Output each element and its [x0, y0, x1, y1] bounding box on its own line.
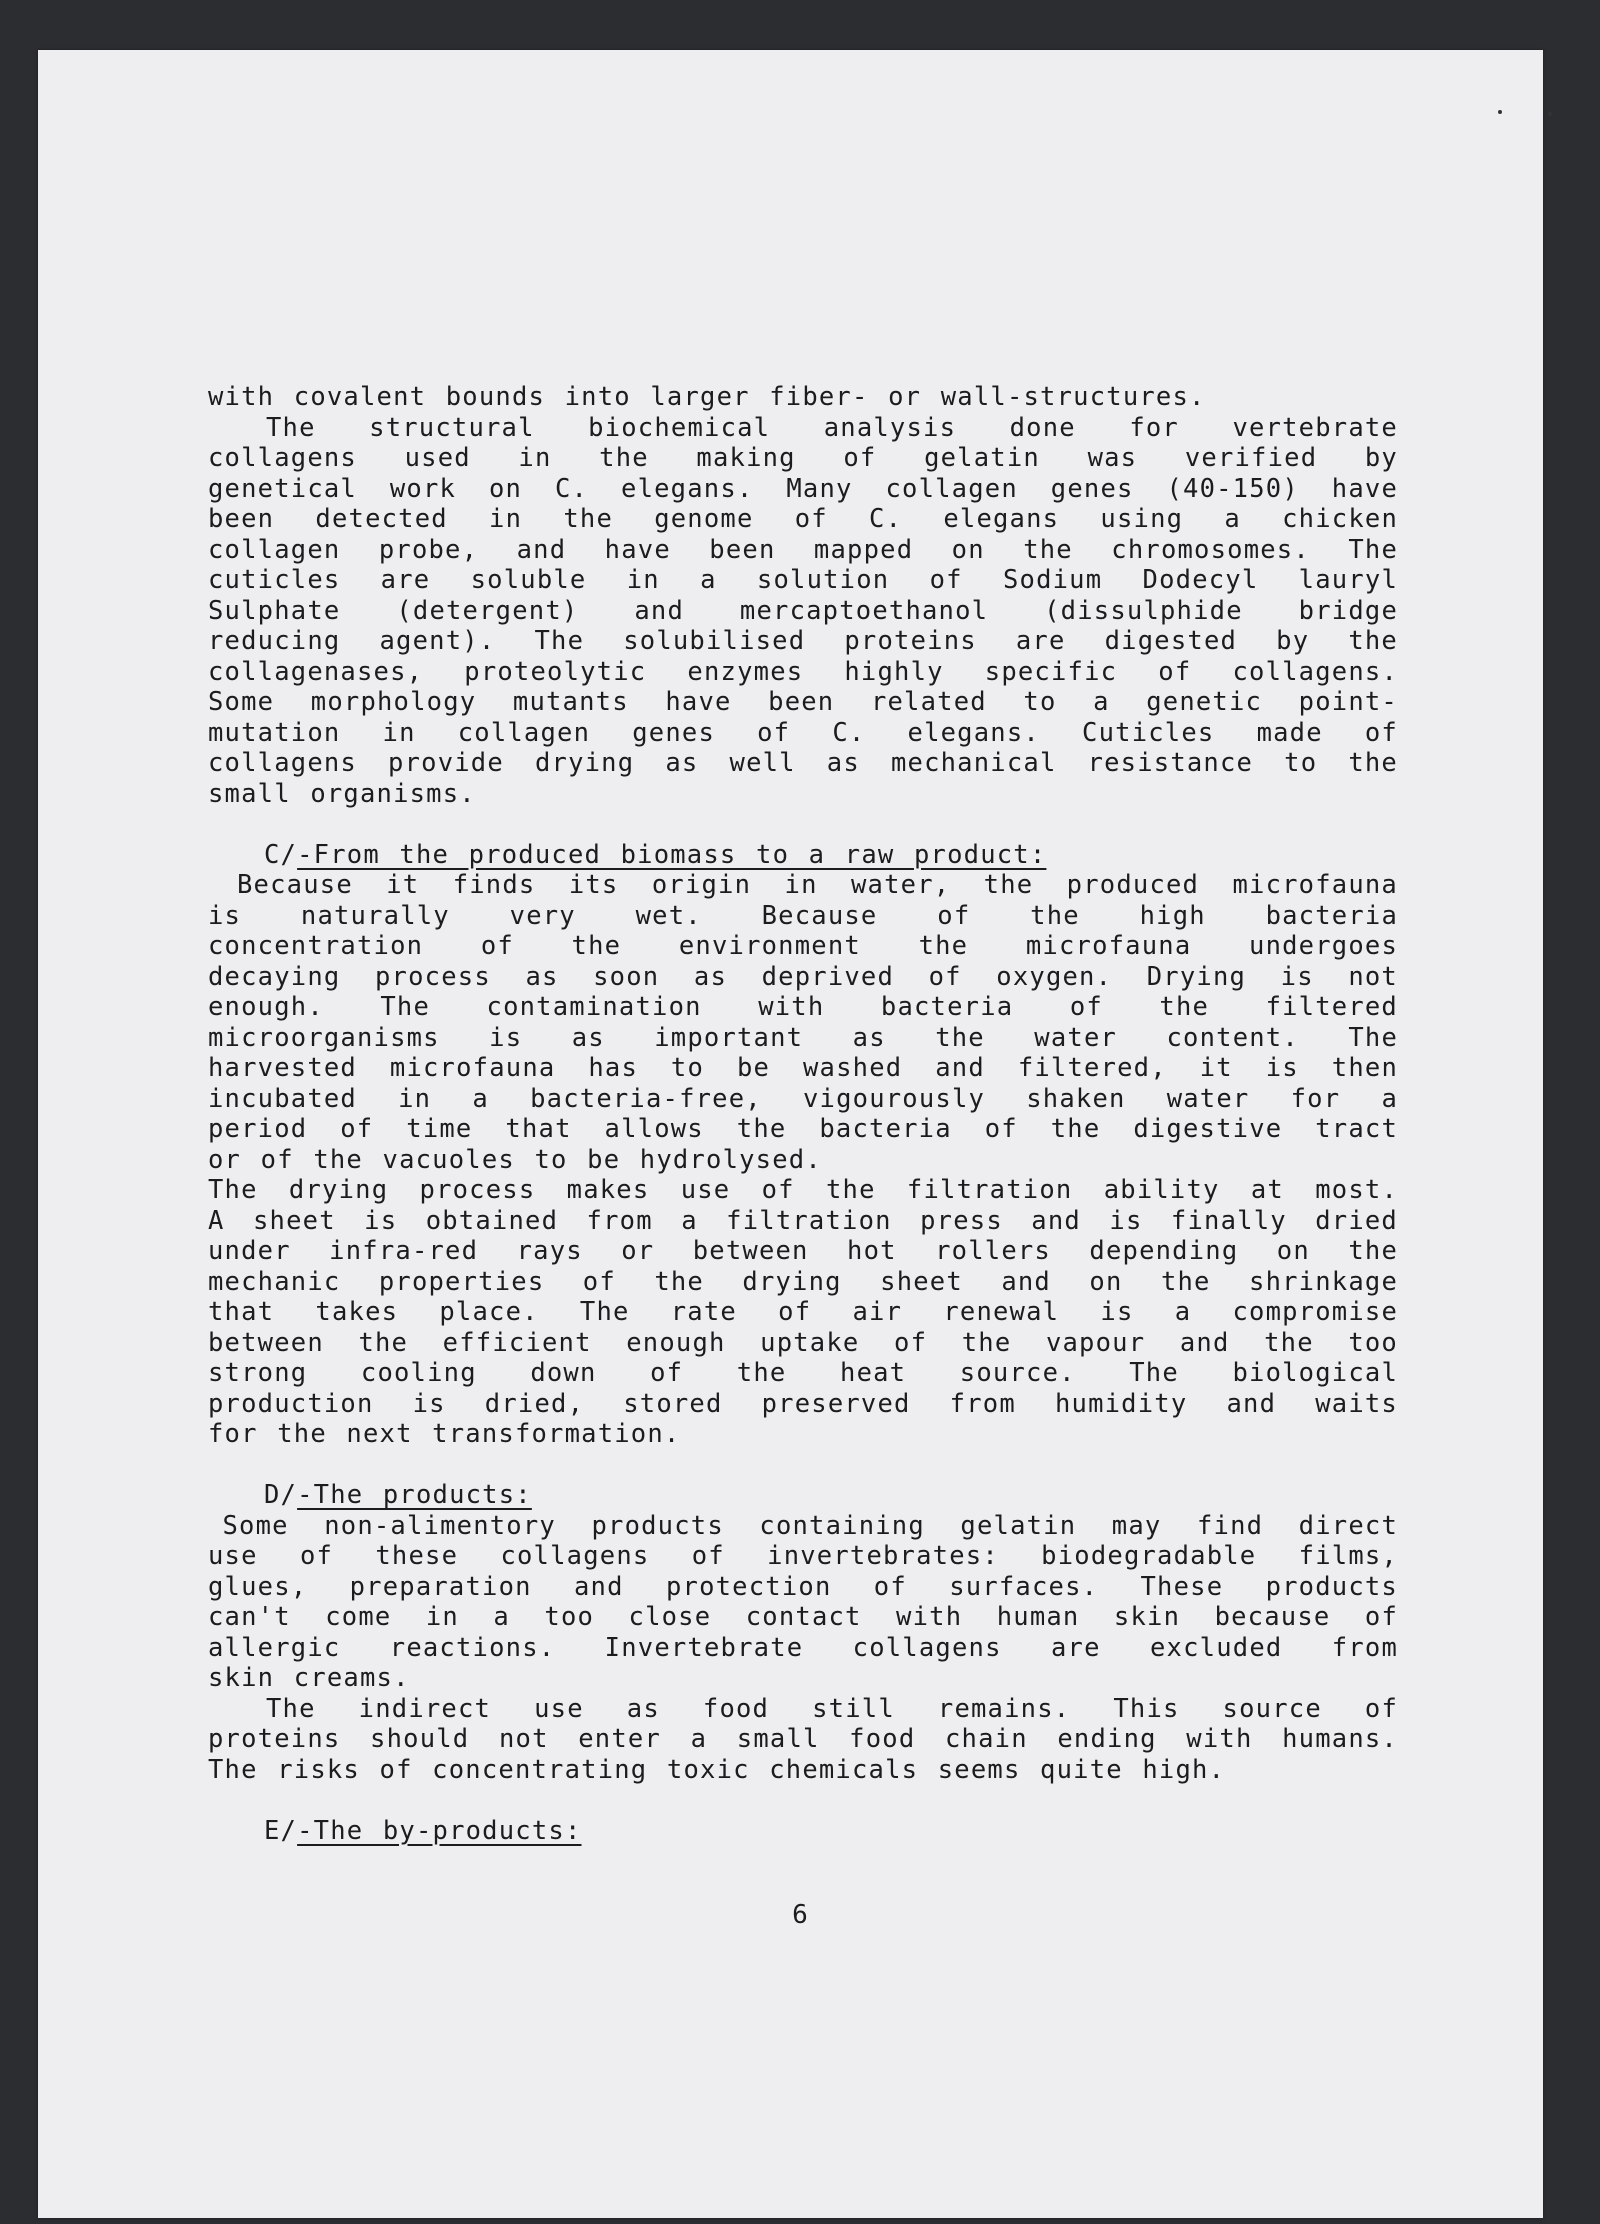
- text-line: is naturally very wet. Because of the high bacteria: [208, 900, 1398, 931]
- section-heading-prefix: C/: [264, 839, 298, 870]
- page-number: 6: [792, 1900, 808, 1930]
- text-line: under infra-red rays or between hot rollers depending on the: [208, 1236, 1398, 1266]
- section-heading: [208, 840, 1398, 871]
- section-heading-prefix: E/: [264, 1815, 298, 1846]
- paragraph-gap: [208, 809, 1398, 840]
- text-line: collagens provide drying as well as mechanical resistance to the: [208, 748, 1398, 778]
- text-line: or of the vacuoles to be hydrolysed.: [208, 1144, 822, 1175]
- text-line: Some morphology mutants have been related to a genetic point-: [208, 687, 1398, 717]
- text-line: reducing agent). The solubilised proteins are digested by the: [208, 626, 1398, 656]
- paper-speck: [1548, 112, 1552, 116]
- text-line: small organisms.: [208, 778, 476, 809]
- paragraph-gap: [208, 1450, 1398, 1481]
- text-line: been detected in the genome of C. elegans using a chicken: [208, 504, 1398, 534]
- text-line: skin creams.: [208, 1663, 410, 1693]
- text-line: collagens used in the making of gelatin was verified by: [208, 443, 1398, 473]
- text-line: proteins should not enter a small food chain ending with humans.: [208, 1724, 1398, 1754]
- paragraph-gap: [208, 1785, 1398, 1816]
- section-heading-title: -The by-products:: [297, 1815, 582, 1846]
- section-heading-title: -From the produced biomass to a raw product:: [297, 839, 1047, 870]
- text-line: can't come in a too close contact with human skin because of: [208, 1602, 1398, 1632]
- text-line: collagenases, proteolytic enzymes highly specific of collagens.: [208, 656, 1398, 687]
- text-line: use of these collagens of invertebrates: biodegradable films,: [208, 1541, 1398, 1571]
- text-line: enough. The contamination with bacteria of the filtered: [208, 992, 1398, 1022]
- document-body: [208, 382, 1398, 1846]
- text-line: The drying process makes use of the filtration ability at most.: [208, 1175, 1398, 1205]
- text-line: allergic reactions. Invertebrate collagens are excluded from: [208, 1632, 1398, 1663]
- section-heading-title: -The products:: [297, 1480, 532, 1510]
- text-line: glues, preparation and protection of surfaces. These products: [208, 1571, 1398, 1602]
- text-line: period of time that allows the bacteria of the digestive tract: [208, 1114, 1398, 1144]
- text-line: decaying process as soon as deprived of oxygen. Drying is not: [208, 961, 1398, 992]
- text-line: cuticles are soluble in a solution of Sodium Dodecyl lauryl: [208, 565, 1398, 595]
- section-heading: [208, 1480, 1398, 1511]
- text-line: between the efficient enough uptake of the vapour and the too: [208, 1327, 1398, 1358]
- text-line: genetical work on C. elegans. Many collagen genes (40-150) have: [208, 473, 1398, 504]
- text-line: The risks of concentrating toxic chemicals seems quite high.: [208, 1754, 1226, 1785]
- text-line: collagen probe, and have been mapped on the chromosomes. The: [208, 534, 1398, 565]
- text-line: A sheet is obtained from a filtration press and is finally dried: [208, 1205, 1398, 1236]
- text-line: The structural biochemical analysis done for vertebrate: [266, 412, 1398, 443]
- text-line: The indirect use as food still remains. This source of: [266, 1693, 1398, 1724]
- text-line: mutation in collagen genes of C. elegans. Cuticles made of: [208, 717, 1398, 748]
- section-heading-prefix: D/: [264, 1480, 298, 1510]
- section-heading: [208, 1816, 1398, 1847]
- text-line: Sulphate (detergent) and mercaptoethanol (dissulphide bridge: [208, 595, 1398, 626]
- text-line: concentration of the environment the microfauna undergoes: [208, 931, 1398, 961]
- text-line: microorganisms is as important as the water content. The: [208, 1022, 1398, 1053]
- text-line: incubated in a bacteria-free, vigourously shaken water for a: [208, 1083, 1398, 1114]
- text-line: mechanic properties of the drying sheet and on the shrinkage: [208, 1266, 1398, 1297]
- text-line: for the next transformation.: [208, 1419, 681, 1449]
- text-line: Because it finds its origin in water, the produced microfauna: [237, 870, 1398, 900]
- paper-speck: [1498, 110, 1502, 114]
- text-line: that takes place. The rate of air renewal is a compromise: [208, 1297, 1398, 1327]
- text-line: production is dried, stored preserved from humidity and waits: [208, 1388, 1398, 1419]
- text-line: with covalent bounds into larger fiber- or wall-structures.: [208, 382, 1206, 412]
- text-line: Some non-alimentory products containing gelatin may find direct: [222, 1510, 1398, 1541]
- text-line: strong cooling down of the heat source. The biological: [208, 1358, 1398, 1388]
- text-line: harvested microfauna has to be washed and filtered, it is then: [208, 1053, 1398, 1083]
